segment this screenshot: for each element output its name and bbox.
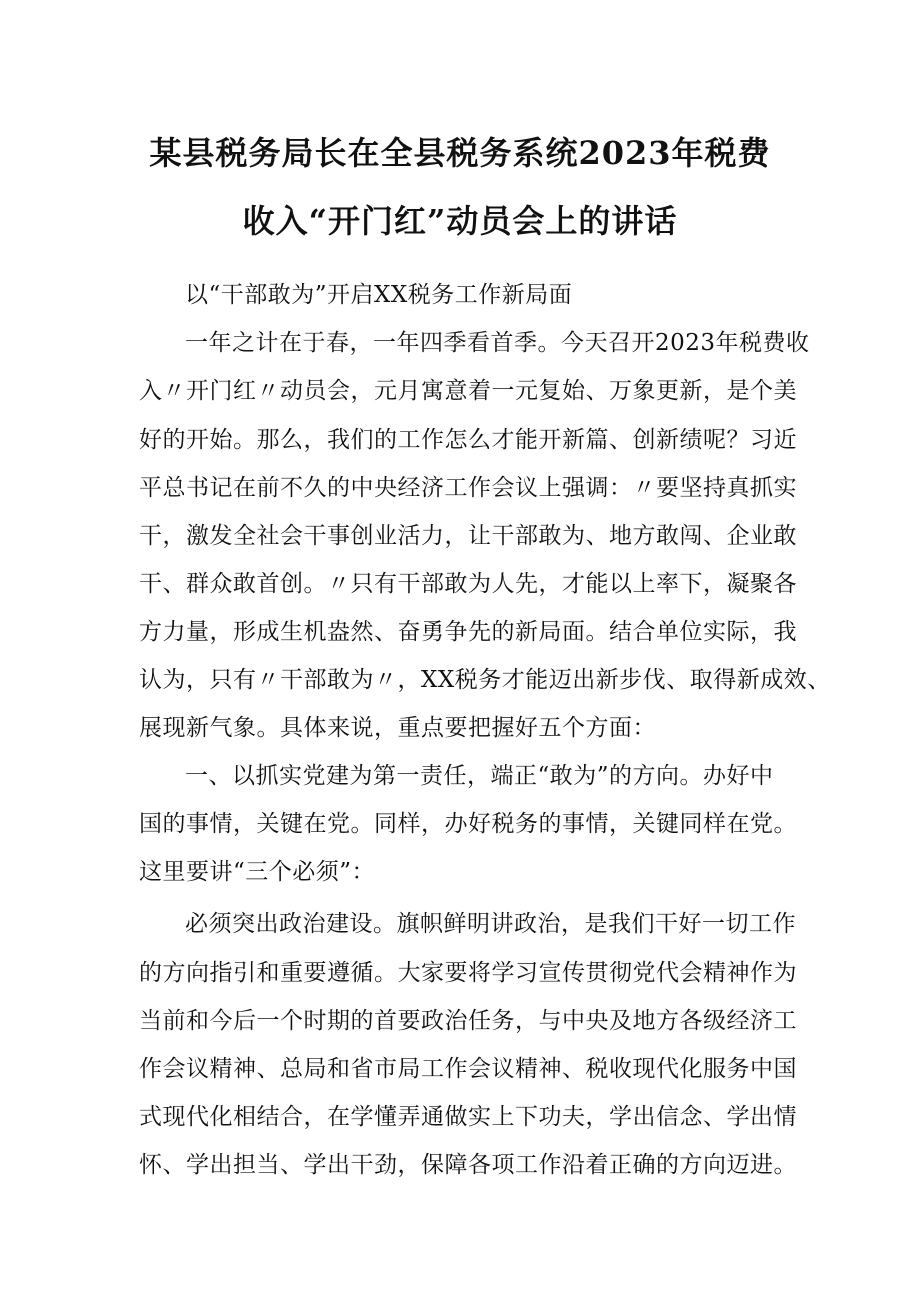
paragraph-1-line-7: 方力量，形成生机盎然、奋勇争先的新局面。结合单位实际，我	[139, 619, 797, 645]
paragraph-3-line-5: 式现代化相结合，在学懂弄通做实上下功夫，学出信念、学出情	[139, 1104, 797, 1130]
paragraph-1-line-3: 好的开始。那么，我们的工作怎么才能开新篇、创新绩呢？习近	[139, 427, 797, 453]
paragraph-3-line-4: 作会议精神、总局和省市局工作会议精神、税收现代化服务中国	[139, 1056, 797, 1082]
paragraph-1-line-9: 展现新气象。具体来说，重点要把握好五个方面：	[139, 715, 656, 741]
document-title-line-1: 某县税务局长在全县税务系统2023年税费	[149, 134, 771, 172]
paragraph-3-line-1: 必须突出政治建设。旗帜鲜明讲政治，是我们干好一切工作	[185, 911, 796, 937]
paragraph-3-line-3: 当前和今后一个时期的首要政治任务，与中央及地方各级经济工	[139, 1008, 797, 1034]
paragraph-1-line-6: 干、群众敢首创。〃只有干部敢为人先，才能以上率下，凝聚各	[139, 571, 797, 597]
paragraph-1-line-1: 一年之计在于春，一年四季看首季。今天召开2023年税费收	[185, 330, 810, 356]
document-title-line-2: 收入“开门红”动员会上的讲话	[242, 202, 678, 240]
paragraph-3-line-6: 怀、学出担当、学出干劲，保障各项工作沿着正确的方向迈进。	[139, 1152, 797, 1178]
paragraph-1-line-4: 平总书记在前不久的中央经济工作会议上强调：〃要坚持真抓实	[139, 475, 797, 501]
subtitle-line: 以“干部敢为”开启XX税务工作新局面	[185, 282, 573, 308]
paragraph-3-line-2: 的方向指引和重要遵循。大家要将学习宣传贯彻党代会精神作为	[139, 960, 797, 986]
paragraph-2-line-3: 这里要讲“三个必须”：	[139, 859, 376, 885]
paragraph-2-line-2: 国的事情，关键在党。同样，办好税务的事情，关键同样在党。	[139, 811, 797, 837]
paragraph-1-line-2: 入〃开门红〃动员会，元月寓意着一元复始、万象更新，是个美	[139, 378, 797, 404]
paragraph-2-line-1: 一、以抓实党建为第一责任，端正“敢为”的方向。办好中	[185, 763, 774, 789]
paragraph-1-line-5: 干，激发全社会干事创业活力，让干部敢为、地方敢闯、企业敢	[139, 523, 797, 549]
paragraph-1-line-8: 认为，只有〃干部敢为〃，XX税务才能迈出新步伐、取得新成效、	[139, 667, 831, 693]
